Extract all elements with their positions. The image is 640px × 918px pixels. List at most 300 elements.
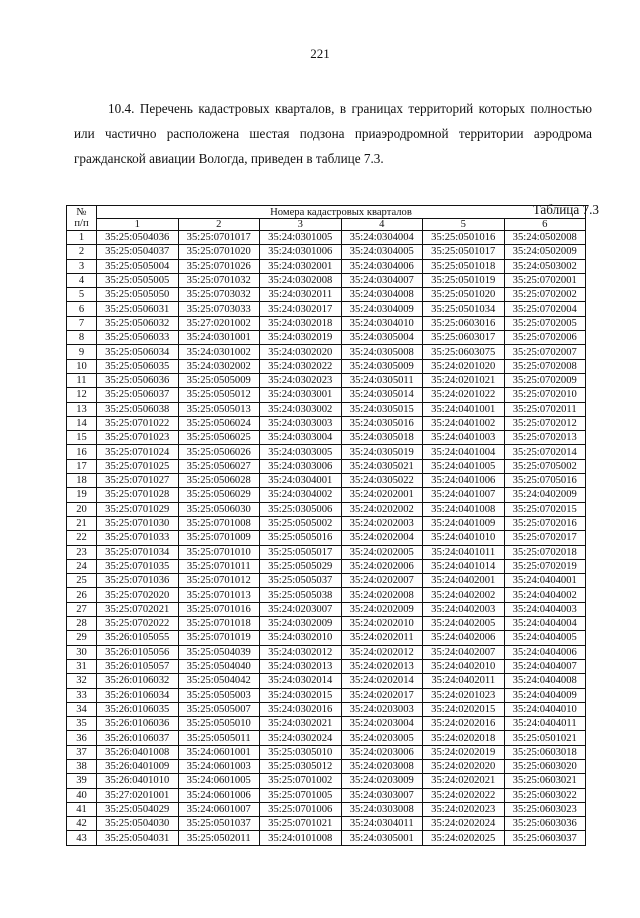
table-row [67,474,586,488]
cadastral-quarter-cell: 35:25:0501018 [423,259,505,273]
cadastral-quarter-cell: 35:25:0701034 [97,545,179,559]
column-number: 2 [178,219,260,231]
cadastral-quarter-cell: 35:24:0202025 [423,831,505,845]
cadastral-quarter-cell: 35:25:0506038 [97,402,179,416]
row-number-cell: 39 [67,774,97,788]
cadastral-quarters-table [66,205,586,846]
cadastral-quarter-cell: 35:25:0702001 [504,273,586,287]
cadastral-quarter-cell: 35:26:0105056 [97,645,179,659]
cadastral-quarter-cell: 35:25:0505037 [260,574,342,588]
table-row [67,545,586,559]
table-row [67,302,586,316]
row-number-header [67,206,97,231]
cadastral-quarter-cell: 35:24:0202019 [423,745,505,759]
cadastral-quarter-cell: 35:24:0301006 [260,245,342,259]
cadastral-quarter-cell: 35:25:0505038 [260,588,342,602]
cadastral-quarter-cell: 35:24:0203003 [341,702,423,716]
column-number: 3 [260,219,342,231]
cadastral-quarter-cell: 35:24:0202018 [423,731,505,745]
cadastral-quarter-cell: 35:25:0701010 [178,545,260,559]
cadastral-quarter-cell: 35:25:0701011 [178,559,260,573]
cadastral-quarter-cell: 35:24:0305021 [341,459,423,473]
cadastral-quarter-cell: 35:25:0505004 [97,259,179,273]
cadastral-quarter-cell: 35:26:0401008 [97,745,179,759]
cadastral-quarter-cell: 35:25:0505009 [178,373,260,387]
cadastral-quarter-cell: 35:24:0305022 [341,474,423,488]
row-number-cell: 3 [67,259,97,273]
column-number-row [67,219,586,231]
row-number-cell: 2 [67,245,97,259]
cadastral-quarter-cell: 35:25:0506024 [178,416,260,430]
row-number-cell: 26 [67,588,97,602]
cadastral-quarter-cell: 35:24:0302015 [260,688,342,702]
cadastral-quarter-cell: 35:24:0304009 [341,302,423,316]
cadastral-quarter-cell: 35:24:0404001 [504,574,586,588]
cadastral-quarter-cell: 35:24:0202024 [423,817,505,831]
table-row [67,288,586,302]
cadastral-quarter-cell: 35:24:0401001 [423,402,505,416]
cadastral-quarter-cell: 35:25:0701023 [97,431,179,445]
cadastral-quarter-cell: 35:25:0506032 [97,316,179,330]
cadastral-quarter-cell: 35:24:0404002 [504,588,586,602]
cadastral-quarter-cell: 35:25:0506028 [178,474,260,488]
cadastral-quarter-cell: 35:25:0505003 [178,688,260,702]
cadastral-quarter-cell: 35:24:0401010 [423,531,505,545]
cadastral-quarter-cell: 35:26:0401009 [97,759,179,773]
table-row [67,345,586,359]
cadastral-quarter-cell: 35:24:0202014 [341,674,423,688]
row-number-cell: 36 [67,731,97,745]
cadastral-quarter-cell: 35:25:0506030 [178,502,260,516]
cadastral-quarter-cell: 35:24:0302019 [260,331,342,345]
table-row [67,559,586,573]
cadastral-quarter-cell: 35:24:0402005 [423,617,505,631]
cadastral-quarter-cell: 35:27:0201001 [97,788,179,802]
row-number-cell: 28 [67,617,97,631]
page-number: 221 [310,46,330,61]
cadastral-quarter-cell: 35:24:0401009 [423,516,505,530]
cadastral-quarter-cell: 35:24:0302016 [260,702,342,716]
cadastral-quarter-cell: 35:24:0601001 [178,745,260,759]
cadastral-quarter-cell: 35:24:0202002 [341,502,423,516]
cadastral-quarter-cell: 35:24:0404006 [504,645,586,659]
row-number-cell: 11 [67,373,97,387]
cadastral-quarter-cell: 35:24:0401007 [423,488,505,502]
table-row [67,416,586,430]
cadastral-quarter-cell: 35:25:0703032 [178,288,260,302]
cadastral-quarter-cell: 35:24:0302018 [260,316,342,330]
cadastral-quarter-cell: 35:25:0603016 [423,316,505,330]
cadastral-quarter-cell: 35:24:0404009 [504,688,586,702]
cadastral-quarter-cell: 35:25:0705016 [504,474,586,488]
cadastral-quarter-cell: 35:25:0701009 [178,531,260,545]
table-row [67,273,586,287]
cadastral-quarter-cell: 35:25:0702007 [504,345,586,359]
cadastral-quarter-cell: 35:24:0201022 [423,388,505,402]
cadastral-quarter-cell: 35:24:0302013 [260,659,342,673]
cadastral-quarter-cell: 35:24:0202012 [341,645,423,659]
cadastral-quarter-cell: 35:25:0701006 [260,802,342,816]
cadastral-quarter-cell: 35:24:0402002 [423,588,505,602]
cadastral-quarter-cell: 35:25:0505010 [178,717,260,731]
cadastral-quarter-cell: 35:24:0601007 [178,802,260,816]
row-number-cell: 15 [67,431,97,445]
cadastral-quarter-cell: 35:24:0302017 [260,302,342,316]
cadastral-quarter-cell: 35:25:0501037 [178,817,260,831]
table-row [67,631,586,645]
cadastral-quarter-cell: 35:25:0701019 [178,631,260,645]
cadastral-quarter-cell: 35:24:0402006 [423,631,505,645]
cadastral-quarter-cell: 35:24:0302014 [260,674,342,688]
row-number-cell: 8 [67,331,97,345]
cadastral-quarter-cell: 35:24:0203004 [341,717,423,731]
cadastral-quarter-cell: 35:25:0701027 [97,474,179,488]
cadastral-quarter-cell: 35:25:0603036 [504,817,586,831]
cadastral-quarter-cell: 35:26:0105055 [97,631,179,645]
cadastral-quarter-cell: 35:25:0504037 [97,245,179,259]
row-number-cell: 31 [67,659,97,673]
cadastral-quarter-cell: 35:25:0504029 [97,802,179,816]
cadastral-quarter-cell: 35:24:0305016 [341,416,423,430]
cadastral-quarter-cell: 35:24:0202017 [341,688,423,702]
cadastral-quarter-cell: 35:24:0305004 [341,331,423,345]
cadastral-quarter-cell: 35:24:0402007 [423,645,505,659]
table-row [67,788,586,802]
cadastral-quarter-cell: 35:24:0202001 [341,488,423,502]
cadastral-quarter-cell: 35:24:0404003 [504,602,586,616]
table-row [67,231,586,245]
cadastral-quarter-cell: 35:25:0506031 [97,302,179,316]
cadastral-quarter-cell: 35:25:0702012 [504,416,586,430]
cadastral-quarter-cell: 35:25:0705002 [504,459,586,473]
cadastral-quarter-cell: 35:24:0303004 [260,431,342,445]
table-row [67,316,586,330]
cadastral-quarter-cell: 35:25:0504039 [178,645,260,659]
cadastral-quarter-cell: 35:24:0302021 [260,717,342,731]
cadastral-quarter-cell: 35:24:0304007 [341,273,423,287]
cadastral-quarter-cell: 35:25:0702005 [504,316,586,330]
cadastral-quarter-cell: 35:25:0603023 [504,802,586,816]
cadastral-quarter-cell: 35:24:0304006 [341,259,423,273]
cadastral-quarter-cell: 35:26:0106034 [97,688,179,702]
cadastral-quarter-cell: 35:25:0505002 [260,516,342,530]
cadastral-quarter-cell: 35:24:0305014 [341,388,423,402]
cadastral-quarter-cell: 35:24:0203006 [341,745,423,759]
cadastral-quarter-cell: 35:26:0106036 [97,717,179,731]
table-row [67,359,586,373]
cadastral-quarter-cell: 35:25:0702004 [504,302,586,316]
table-row [67,388,586,402]
cadastral-quarter-cell: 35:25:0701020 [178,245,260,259]
row-number-cell: 43 [67,831,97,845]
table-row [67,459,586,473]
cadastral-quarter-cell: 35:24:0203007 [260,602,342,616]
cadastral-quarter-cell: 35:25:0501019 [423,273,505,287]
cadastral-quarter-cell: 35:25:0506035 [97,359,179,373]
cadastral-quarter-cell: 35:24:0401004 [423,445,505,459]
cadastral-quarter-cell: 35:24:0503002 [504,259,586,273]
cadastral-quarter-cell: 35:25:0603022 [504,788,586,802]
cadastral-quarter-cell: 35:24:0303002 [260,402,342,416]
cadastral-quarter-cell: 35:25:0506037 [97,388,179,402]
row-number-cell: 10 [67,359,97,373]
cadastral-quarter-cell: 35:25:0701021 [260,817,342,831]
cadastral-quarter-cell: 35:24:0302024 [260,731,342,745]
cadastral-quarter-cell: 35:24:0305001 [341,831,423,845]
table-row [67,502,586,516]
cadastral-quarter-cell: 35:25:0701002 [260,774,342,788]
cadastral-quarter-cell: 35:25:0501021 [504,731,586,745]
cadastral-quarter-cell: 35:24:0302001 [260,259,342,273]
cadastral-quarter-cell: 35:25:0701018 [178,617,260,631]
cadastral-quarter-cell: 35:24:0202021 [423,774,505,788]
column-number: 1 [97,219,179,231]
cadastral-quarter-cell: 35:24:0304008 [341,288,423,302]
row-number-cell: 16 [67,445,97,459]
cadastral-quarter-cell: 35:25:0305010 [260,745,342,759]
cadastral-quarter-cell: 35:25:0702017 [504,531,586,545]
cadastral-quarter-cell: 35:25:0702009 [504,373,586,387]
cadastral-quarter-cell: 35:24:0101008 [260,831,342,845]
cadastral-quarter-cell: 35:24:0402009 [504,488,586,502]
cadastral-quarter-cell: 35:24:0402010 [423,659,505,673]
row-number-cell: 20 [67,502,97,516]
cadastral-quarter-cell: 35:24:0404008 [504,674,586,688]
cadastral-quarter-cell: 35:24:0203009 [341,774,423,788]
cadastral-quarter-cell: 35:25:0504030 [97,817,179,831]
cadastral-quarter-cell: 35:25:0701013 [178,588,260,602]
row-number-cell: 21 [67,516,97,530]
cadastral-quarter-cell: 35:24:0202013 [341,659,423,673]
cadastral-quarter-cell: 35:25:0701017 [178,231,260,245]
cadastral-quarter-cell: 35:25:0603021 [504,774,586,788]
cadastral-quarter-cell: 35:25:0702018 [504,545,586,559]
cadastral-quarter-cell: 35:25:0501016 [423,231,505,245]
cadastral-quarter-cell: 35:24:0304005 [341,245,423,259]
row-number-cell: 38 [67,759,97,773]
row-number-cell: 7 [67,316,97,330]
table-row [67,331,586,345]
row-number-cell: 33 [67,688,97,702]
cadastral-quarter-cell: 35:25:0504036 [97,231,179,245]
row-number-cell: 41 [67,802,97,816]
cadastral-quarter-cell: 35:24:0404011 [504,717,586,731]
cadastral-quarter-cell: 35:24:0401003 [423,431,505,445]
row-number-cell: 29 [67,631,97,645]
cadastral-quarter-cell: 35:26:0106032 [97,674,179,688]
cadastral-quarter-cell: 35:25:0702016 [504,516,586,530]
cadastral-quarter-cell: 35:25:0701016 [178,602,260,616]
cadastral-quarter-cell: 35:25:0701024 [97,445,179,459]
cadastral-quarter-cell: 35:25:0701035 [97,559,179,573]
row-number-cell: 34 [67,702,97,716]
cadastral-quarter-cell: 35:25:0501017 [423,245,505,259]
cadastral-quarter-cell: 35:25:0505005 [97,273,179,287]
cadastral-quarter-cell: 35:24:0304010 [341,316,423,330]
row-number-cell: 30 [67,645,97,659]
table-caption: Таблица 7.3 [532,202,599,217]
row-number-cell: 5 [67,288,97,302]
table-row [67,759,586,773]
column-number: 4 [341,219,423,231]
cadastral-quarter-cell: 35:24:0301001 [178,331,260,345]
cadastral-quarter-cell: 35:25:0505029 [260,559,342,573]
cadastral-quarter-cell: 35:25:0506029 [178,488,260,502]
cadastral-quarter-cell: 35:25:0502011 [178,831,260,845]
cadastral-quarter-cell: 35:24:0305018 [341,431,423,445]
table-row [67,574,586,588]
cadastral-quarter-cell: 35:24:0304004 [341,231,423,245]
row-number-cell: 9 [67,345,97,359]
cadastral-quarter-cell: 35:24:0302020 [260,345,342,359]
cadastral-quarter-cell: 35:25:0505013 [178,402,260,416]
table-row [67,373,586,387]
cadastral-quarter-cell: 35:24:0402001 [423,574,505,588]
row-number-cell: 24 [67,559,97,573]
cadastral-quarter-cell: 35:25:0603037 [504,831,586,845]
cadastral-quarter-cell: 35:24:0303007 [341,788,423,802]
cadastral-quarter-cell: 35:25:0701012 [178,574,260,588]
cadastral-quarter-cell: 35:25:0702006 [504,331,586,345]
cadastral-quarter-cell: 35:24:0301005 [260,231,342,245]
table-row [67,516,586,530]
cadastral-quarter-cell: 35:24:0401006 [423,474,505,488]
table-row [67,717,586,731]
cadastral-quarter-cell: 35:24:0201021 [423,373,505,387]
cadastral-quarter-cell: 35:24:0303006 [260,459,342,473]
cadastral-quarter-cell: 35:24:0302009 [260,617,342,631]
cadastral-quarter-cell: 35:24:0402003 [423,602,505,616]
cadastral-quarter-cell: 35:24:0305015 [341,402,423,416]
table-row [67,702,586,716]
cadastral-quarter-cell: 35:24:0304002 [260,488,342,502]
cadastral-quarter-cell: 35:25:0506033 [97,331,179,345]
cadastral-quarter-cell: 35:25:0702008 [504,359,586,373]
cadastral-quarter-cell: 35:25:0504031 [97,831,179,845]
table-header-row [67,206,586,219]
row-number-cell: 19 [67,488,97,502]
cadastral-quarter-cell: 35:24:0404005 [504,631,586,645]
cadastral-quarter-cell: 35:24:0305008 [341,345,423,359]
table-row [67,402,586,416]
cadastral-quarter-cell: 35:24:0401005 [423,459,505,473]
table-row [67,831,586,845]
cadastral-quarter-cell: 35:25:0701026 [178,259,260,273]
cadastral-quarter-cell: 35:25:0505050 [97,288,179,302]
cadastral-quarter-cell: 35:24:0304001 [260,474,342,488]
row-number-cell: 17 [67,459,97,473]
table-row [67,488,586,502]
row-number-cell: 37 [67,745,97,759]
row-number-cell: 40 [67,788,97,802]
cadastral-quarter-cell: 35:24:0502009 [504,245,586,259]
cadastral-quarter-cell: 35:24:0203008 [341,759,423,773]
cadastral-quarter-cell: 35:25:0505016 [260,531,342,545]
column-number: 5 [423,219,505,231]
column-number: 6 [504,219,586,231]
cadastral-quarter-cell: 35:25:0501020 [423,288,505,302]
cadastral-quarter-cell: 35:24:0404010 [504,702,586,716]
cadastral-quarter-cell: 35:25:0701005 [260,788,342,802]
cadastral-quarter-cell: 35:24:0601006 [178,788,260,802]
row-number-cell: 35 [67,717,97,731]
cadastral-quarter-cell: 35:25:0702011 [504,402,586,416]
cadastral-quarter-cell: 35:24:0302023 [260,373,342,387]
table-row [67,659,586,673]
cadastral-quarter-cell: 35:25:0505017 [260,545,342,559]
cadastral-quarter-cell: 35:24:0202015 [423,702,505,716]
cadastral-quarter-cell: 35:25:0504040 [178,659,260,673]
row-number-cell: 1 [67,231,97,245]
cadastral-quarter-cell: 35:24:0304011 [341,817,423,831]
cadastral-quarter-cell: 35:24:0302010 [260,631,342,645]
table-row [67,259,586,273]
group-header: Номера кадастровых кварталов [97,206,586,219]
table-row [67,431,586,445]
table-row [67,245,586,259]
table-row [67,645,586,659]
cadastral-quarter-cell: 35:25:0504042 [178,674,260,688]
intro-text: 10.4. Перечень кадастровых кварталов, в границах территорий которых полностью или частично расположена шестая подзона приаэродромной территории аэродрома гражданской авиации Вологда, приведен в таблице 7.3. [74,101,592,166]
cadastral-quarter-cell: 35:24:0302011 [260,288,342,302]
cadastral-quarter-cell: 35:25:0603018 [504,745,586,759]
intro-paragraph [74,96,592,171]
cadastral-quarter-cell: 35:25:0702010 [504,388,586,402]
cadastral-quarter-cell: 35:24:0202010 [341,617,423,631]
cadastral-quarter-cell: 35:25:0701029 [97,502,179,516]
cadastral-quarter-cell: 35:24:0401002 [423,416,505,430]
cadastral-quarter-cell: 35:25:0702013 [504,431,586,445]
cadastral-quarter-cell: 35:24:0202009 [341,602,423,616]
row-number-cell: 27 [67,602,97,616]
row-number-cell: 6 [67,302,97,316]
cadastral-quarter-cell: 35:24:0201023 [423,688,505,702]
row-number-header-line1: № [76,207,87,218]
cadastral-quarter-cell: 35:25:0501034 [423,302,505,316]
table-row [67,674,586,688]
cadastral-quarter-cell: 35:25:0505007 [178,702,260,716]
cadastral-quarter-cell: 35:25:0603017 [423,331,505,345]
row-number-cell: 32 [67,674,97,688]
cadastral-quarter-cell: 35:24:0301002 [178,345,260,359]
cadastral-quarter-cell: 35:24:0302022 [260,359,342,373]
table-row [67,688,586,702]
cadastral-quarter-cell: 35:25:0702014 [504,445,586,459]
cadastral-quarter-cell: 35:26:0106035 [97,702,179,716]
table-row [67,745,586,759]
cadastral-quarter-cell: 35:24:0401011 [423,545,505,559]
cadastral-quarter-cell: 35:26:0106037 [97,731,179,745]
cadastral-quarter-cell: 35:25:0506025 [178,431,260,445]
cadastral-quarter-cell: 35:24:0202006 [341,559,423,573]
row-number-cell: 18 [67,474,97,488]
row-number-cell: 23 [67,545,97,559]
cadastral-quarter-cell: 35:24:0202016 [423,717,505,731]
table-body [67,231,586,846]
table-row [67,731,586,745]
cadastral-quarter-cell: 35:25:0701025 [97,459,179,473]
cadastral-quarter-cell: 35:25:0701008 [178,516,260,530]
cadastral-quarter-cell: 35:24:0404007 [504,659,586,673]
table-row [67,817,586,831]
cadastral-quarter-cell: 35:26:0105057 [97,659,179,673]
cadastral-quarter-cell: 35:25:0702019 [504,559,586,573]
cadastral-quarter-cell: 35:24:0305011 [341,373,423,387]
cadastral-quarter-cell: 35:27:0201002 [178,316,260,330]
cadastral-quarter-cell: 35:24:0302002 [178,359,260,373]
cadastral-quarter-cell: 35:25:0702015 [504,502,586,516]
row-number-cell: 12 [67,388,97,402]
